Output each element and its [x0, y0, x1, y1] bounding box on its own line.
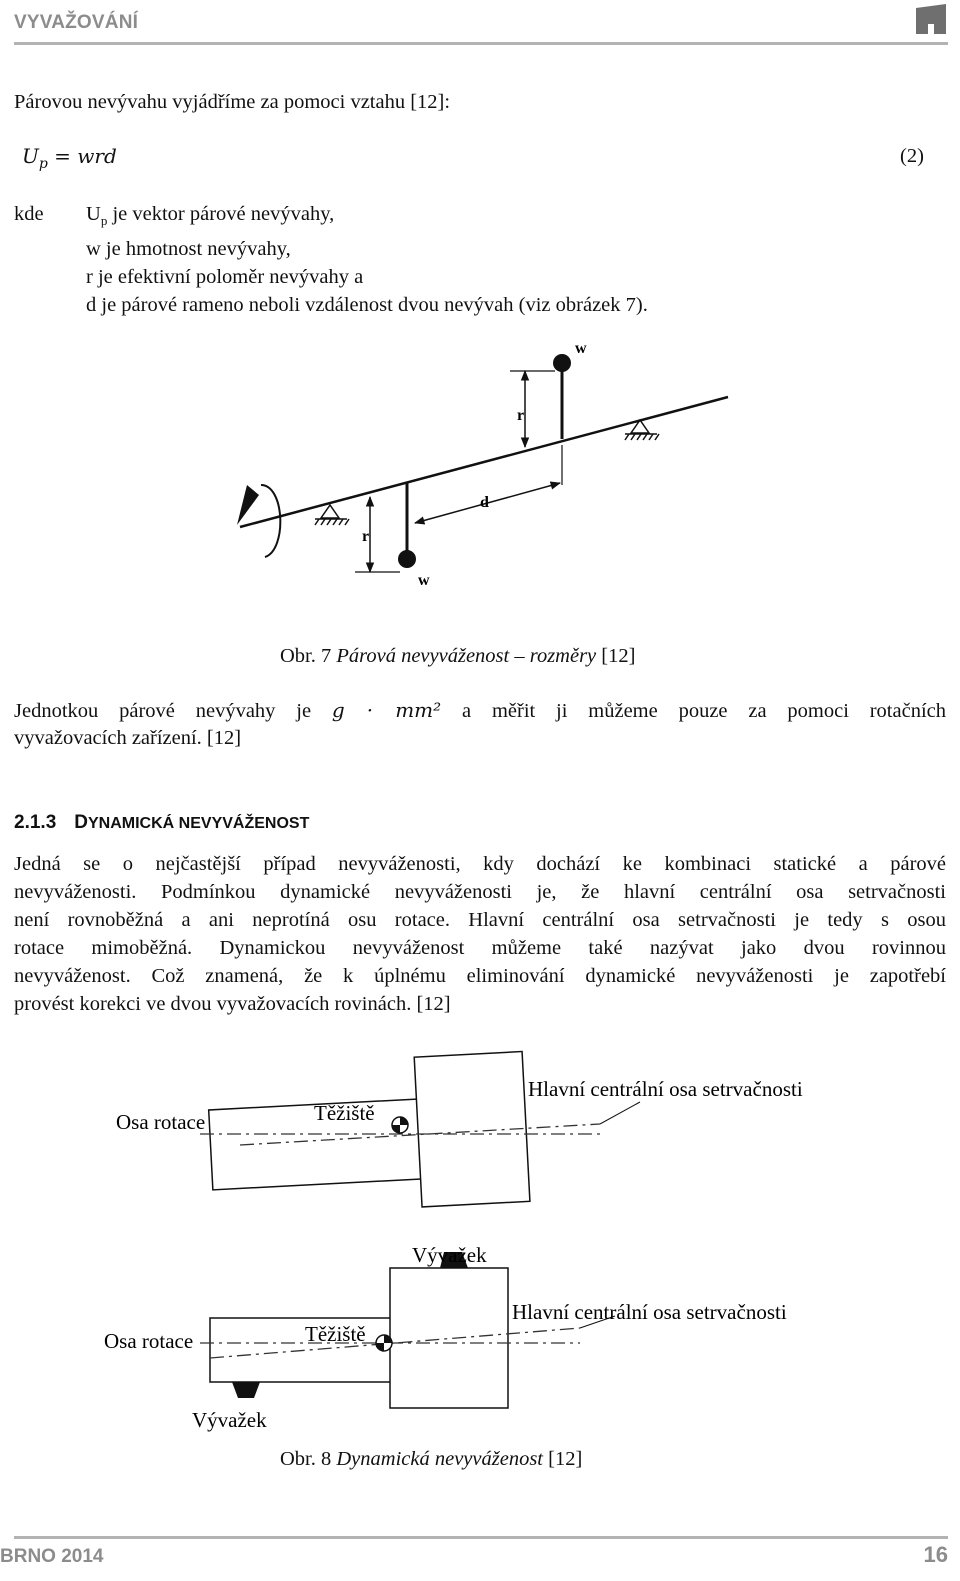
fig8-bottom-principal-axis-label: Hlavní centrální osa setrvačnosti	[512, 1300, 787, 1324]
label-w-top: w	[575, 340, 587, 357]
unit-math: g · mm²	[331, 698, 442, 722]
fig8-bottom-axis-label: Osa rotace	[104, 1329, 194, 1353]
definition-item: r je efektivní poloměr nevývahy a	[86, 266, 364, 289]
fig8-top-cog-label: Těžiště	[314, 1101, 375, 1125]
body-line: Jedná se o nejčastější případ nevyváženosti, kdy dochází ke kombinaci statické a párové	[14, 853, 946, 875]
center-of-gravity-icon	[392, 1117, 408, 1133]
balance-weight-bottom-icon	[232, 1382, 260, 1398]
figure-8-dynamic-unbalance-diagram	[100, 1040, 860, 1440]
university-logo-icon	[916, 4, 946, 34]
label-w-bottom: w	[418, 572, 430, 589]
label-d: d	[480, 494, 489, 511]
body-line: nevyváženosti. Podmínkou dynamické nevyváženosti je, že hlavní centrální osa setrvačnosti	[14, 881, 946, 903]
center-of-gravity-icon	[376, 1335, 392, 1351]
header-rule	[14, 42, 948, 45]
fig8-weight-bottom-label: Vývažek	[192, 1408, 267, 1432]
figure-8-top-rotor	[206, 1052, 529, 1218]
figure-7-caption: Obr. 7 Párová nevyváženost – rozměry [12]	[280, 645, 636, 667]
footer-place-year: BRNO 2014	[0, 1546, 104, 1567]
body-line: provést korekci ve dvou vyvažovacích rovinách. [12]	[14, 993, 451, 1015]
footer-rule	[14, 1536, 948, 1539]
section-heading: 2.1.3 DYNAMICKÁ NEVYVÁŽENOST	[14, 812, 310, 833]
intro-text: Párovou nevývahu vyjádříme za pomoci vztahu [12]:	[14, 91, 451, 113]
figure-8-caption: Obr. 8 Dynamická nevyváženost [12]	[280, 1448, 583, 1470]
definitions-list	[86, 200, 648, 319]
definition-item: w je hmotnost nevývahy,	[86, 238, 291, 261]
definition-item: d je párové rameno neboli vzdálenost dvou nevývah (viz obrázek 7).	[86, 294, 648, 317]
fig8-top-principal-axis-label: Hlavní centrální osa setrvačnosti	[528, 1077, 803, 1101]
label-r-top: r	[517, 407, 525, 424]
body-line: nevyváženost. Což znamená, že k úplnému eliminování dynamické nevyváženosti je zapotřebí	[14, 965, 946, 987]
figure-7-couple-unbalance-diagram	[225, 335, 745, 595]
fig8-weight-top-label: Vývažek	[412, 1243, 487, 1267]
fig8-bottom-cog-label: Těžiště	[305, 1322, 366, 1346]
definition-item: $U_p$ je vektor párové nevývahy,	[86, 203, 335, 229]
page-number: 16	[923, 1542, 948, 1567]
left-support-icon	[315, 505, 349, 525]
equation-number: (2)	[900, 145, 924, 167]
body-line: není rovnoběžná a ani neprotíná osu rotace. Hlavní centrální osa setrvačnosti je tedy s osou	[14, 909, 946, 931]
running-header-title: VYVAŽOVÁNÍ	[14, 12, 139, 33]
body-line: rotace mimoběžná. Dynamickou nevyváženost můžeme také nazývat jako dvou rovinnou	[14, 937, 946, 959]
label-r-bottom: r	[362, 528, 370, 545]
unit-paragraph-line-2: vyvažovacích zařízení. [12]	[14, 727, 242, 749]
unit-paragraph-line-1: Jednotkou párové nevývahy je g · mm² a měřit ji můžeme pouze za pomoci rotačních	[14, 698, 946, 722]
equation-formula: $U_p$ = wrd	[22, 144, 117, 172]
definitions-kde: kde	[14, 203, 44, 225]
fig8-top-axis-label: Osa rotace	[116, 1110, 206, 1134]
